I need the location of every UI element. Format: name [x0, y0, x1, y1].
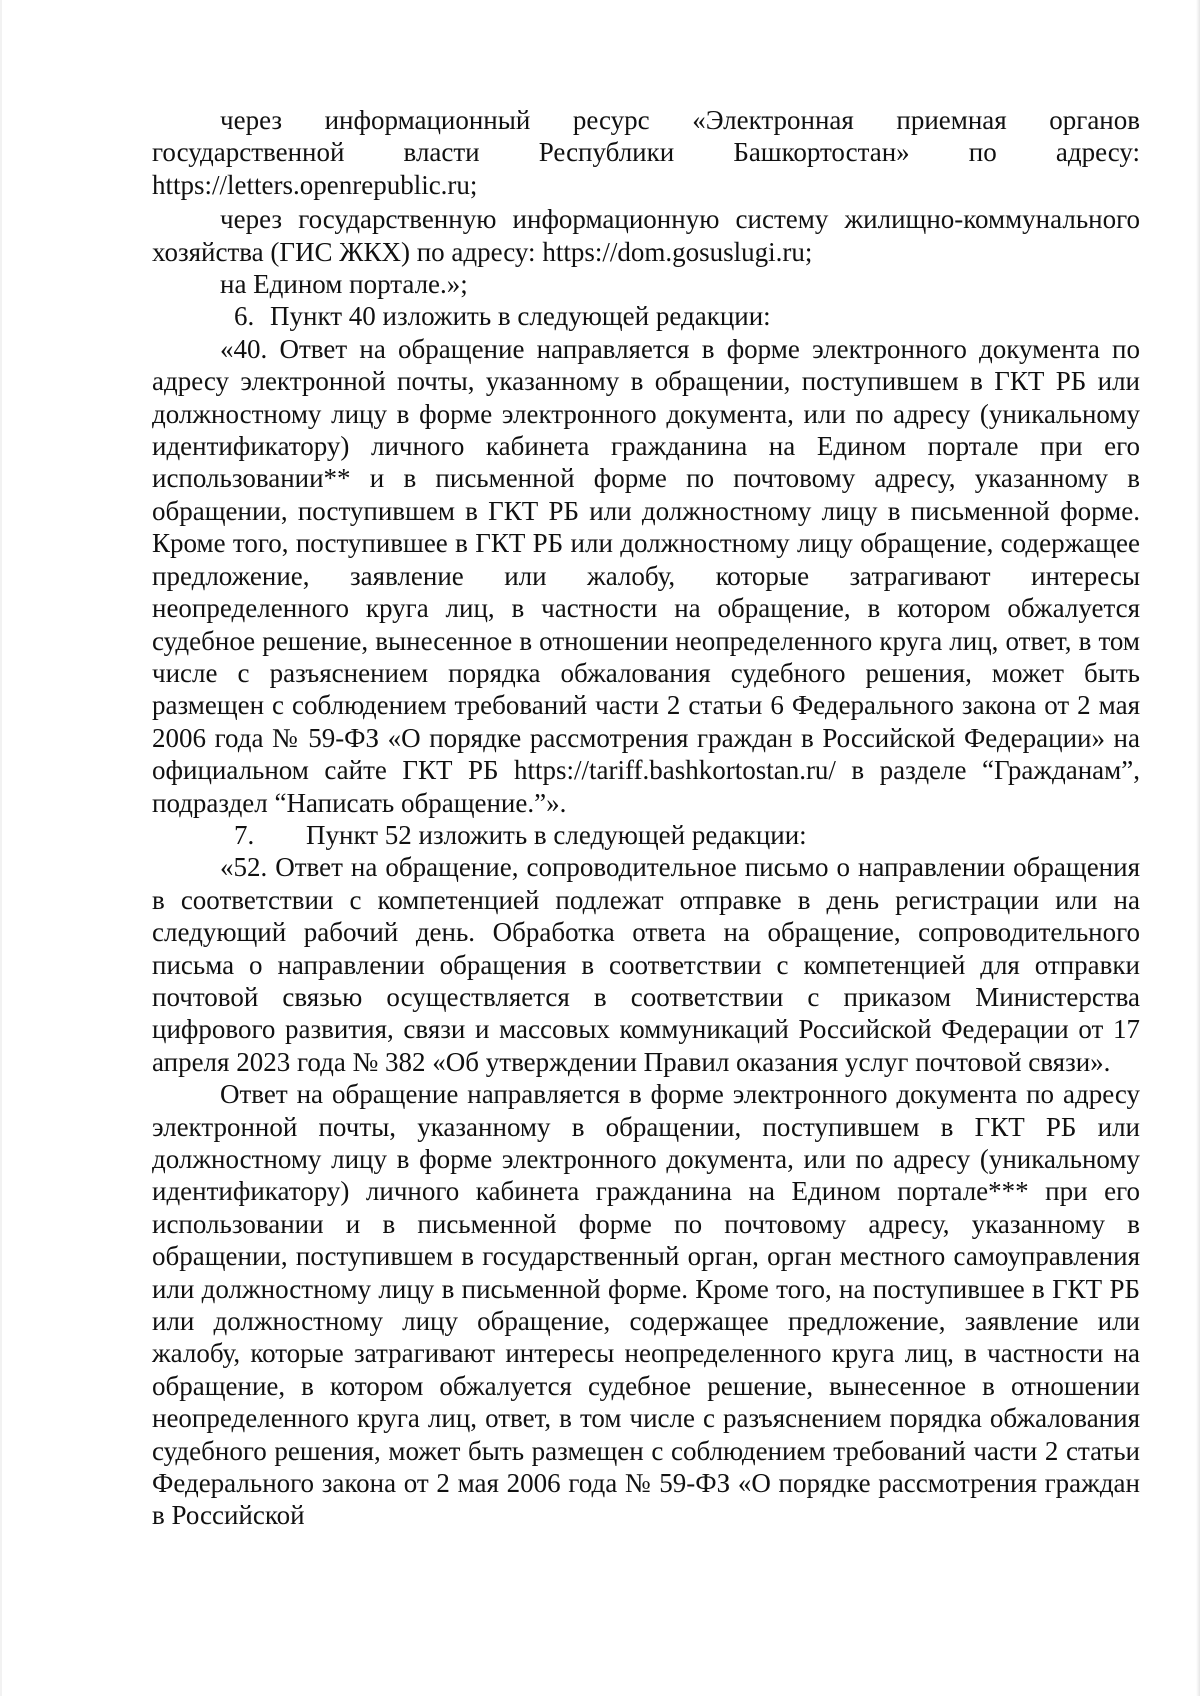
scan-edge-right: [1196, 0, 1200, 1696]
item-7: [152, 819, 1140, 851]
item-7-text: Пункт 52 изложить в следующей редакции:: [306, 819, 807, 850]
paragraph-40: «40. Ответ на обращение направляется в форме электронного документа по адресу электронной почты, указанному в обращении, поступившем в ГКТ РБ или должностному лицу в форме электронного документа, или по адресу (уникальному идентификатору) личного кабинета гражданина на Едином портале при его использовании** и в письменной форме по почтовому адресу, указанному в обращении, поступившем в ГКТ РБ или должностному лицу в письменной форме. Кроме того, поступившее в ГКТ РБ или должностному лицу обращение, содержащее предложение, заявление или жалобу, которые затрагивают интересы неопределенного круга лиц, в частности на обращение, в котором обжалуется судебное решение, вынесенное в отношении неопределенного круга лиц, ответ, в том числе с разъяснением порядка обжалования судебного решения, может быть размещен с соблюдением требований части 2 статьи 6 Федерального закона от 2 мая 2006 года № 59-ФЗ «О порядке рассмотрения граждан в Российской Федерации» на официальном сайте ГКТ РБ https://tariff.bashkortostan.ru/ в разделе “Гражданам”, подраздел “Написать обращение.”».: [152, 333, 1140, 818]
paragraph-letters-resource: через информационный ресурс «Электронная приемная органов государственной власти Республики Башкортостан» по адресу: https://letters.openrepublic.ru;: [152, 105, 1140, 200]
paragraph-unified-portal: на Едином портале.»;: [220, 269, 468, 300]
item-6-text: Пункт 40 изложить в следующей редакции:: [270, 301, 771, 332]
paragraph-gis-zhkh: через государственную информационную систему жилищно-коммунального хозяйства (ГИС ЖКХ) по адресу: https://dom.gosuslugi.ru;: [152, 204, 1140, 267]
item-6: [152, 300, 1140, 332]
item-6-number: 6.: [234, 301, 255, 332]
item-7-number: 7.: [234, 819, 255, 850]
paragraph-52: «52. Ответ на обращение, сопроводительное письмо о направлении обращения в соответствии с компетенцией подлежат отправке в день регистрации или на следующий рабочий день. Обработка ответа на обращение, сопроводительного письма о направлении обращения в соответствии с компетенцией для отправки почтовой связью осуществляется в соответствии с приказом Министерства цифрового развития, связи и массовых коммуникаций Российской Федерации от 17 апреля 2023 года № 382 «Об утверждении Правил оказания услуг почтовой связи».: [152, 852, 1140, 1077]
paragraph-52-answer: Ответ на обращение направляется в форме электронного документа по адресу электронной почты, указанному в обращении, поступившем в ГКТ РБ или должностному лицу в форме электронного документа, или по адресу (уникальному идентификатору) личного кабинета гражданина на Едином портале*** при его использовании и в письменной форме по почтовому адресу, указанному в обращении, поступившем в государственный орган, орган местного самоуправления или должностному лицу в письменной форме. Кроме того, на поступившее в ГКТ РБ или должностному лицу обращение, содержащее предложение, заявление или жалобу, которые затрагивают интересы неопределенного круга лиц, в частности на обращение, в котором обжалуется судебное решение, вынесенное в отношении неопределенного круга лиц, ответ, в том числе с разъяснением порядка обжалования судебного решения, может быть размещен с соблюдением требований части 2 статьи Федерального закона от 2 мая 2006 года № 59-ФЗ «О порядке рассмотрения граждан в Российской: [152, 1079, 1140, 1531]
document-body: [152, 104, 1140, 1532]
scan-edge-left: [0, 0, 2, 1696]
